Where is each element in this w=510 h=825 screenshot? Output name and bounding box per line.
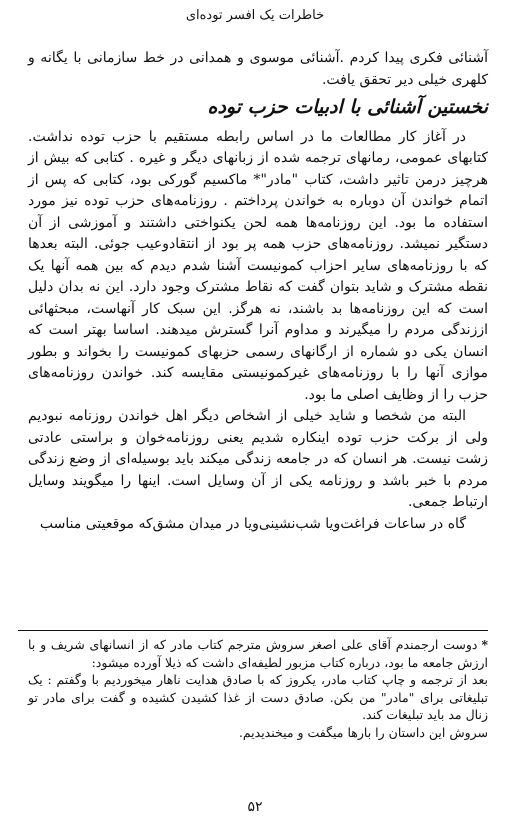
body-text (28, 48, 488, 535)
body-paragraph-1: در آغاز کار مطالعات ما در اساس رابطه مستقیم با حزب توده نداشت. کتابهای عمومی، رمانهای ترجمه شده از زبانهای دیگر و غیره . کتابی که بیش از هرچیز درمن تاثیر داشت، کتاب "مادر"* ماکسیم گورکی بود، کتابی که پس از اتمام خواندن آن دوباره به خواندن پرداختم . روزنامه‌های حزب توده نیز مورد استفاده ما بود. این روزنامه‌ها همه لحن یکنواختی داشتند و آموزشی از آن دستگیر نمیشد. روزنامه‌های حزب همه پر بود از انتقادوعیب جوئی. البته بعدها که با روزنامه‌های سایر احزاب کمونیست آشنا شدم دیدم که بین همه آنها یک نقطه مشترک و شاید بتوان گفت که نقاط مشترک وجود دارد. این نه بدان دلیل است که این روزنامه‌ها بد باشند، نه هرگز. این سبک کار آنهاست، مبحثهائی اززندگی مردم را میگیرند و مداوم آنرا گسترش میدهند. اساسا بهتر است که انسان یکی دو شماره از ارگانهای رسمی حزبهای کمونیست را بخواند و بطور موازی آنها را با روزنامه‌های غیرکمونیستی مقایسه کند. خواندن روزنامه‌های حزب را از وظایف اصلی ما بود. (28, 128, 488, 403)
footnote-divider (18, 630, 488, 631)
section-heading: نخستین آشنائی با ادبیات حزب توده (207, 96, 488, 118)
footnote-line-3: سروش این داستان را بارها میگفت و میخندیدیم. (238, 724, 488, 740)
footnote-line-1 (28, 636, 488, 671)
intro-paragraph: آشنائی فکری پیدا کردم .آشنائی موسوی و همدانی در خط سازمانی با یگانه و کلهری خیلی دیر تحقق یافت. (28, 50, 488, 88)
footnote-marker: * (481, 637, 488, 652)
running-header: خاطرات یک افسر توده‌ای (185, 8, 325, 23)
footnote-line-2: بعد از ترجمه و چاپ کتاب مادر، یکروز که با صادق هدایت ناهار میخوردیم با وگفتم : یک تبلیغاتی برای "مادر" من بکن. صادق دست از غذا کشیدن کشیده و گفت برای مادر تو زنال مد باید تبلیغات کند. (28, 672, 488, 722)
page-number: ۵۲ (247, 799, 263, 815)
body-paragraph-3: گاه در ساعات فراغت‌ویا شب‌نشینی‌ویا در میدان مشق‌که موقعیتی مناسب (39, 515, 466, 532)
body-paragraph-2: البته من شخصا و شاید خیلی از اشخاص دیگر اهل خواندن روزنامه نبودیم ولی از برکت حزب توده اینکاره شدیم یعنی روزنامه‌خوان و براستی عادتی زشت نیست. هر انسان که در جامعه زندگی میکند باید بوسیله‌ای از وضع زندگی مردم با خبر باشد و روزنامه یکی از آن وسایل است. اینها را میگویند وسایل ارتباط جمعی. (28, 408, 488, 510)
footnote-block (28, 636, 488, 741)
footnote-text-1: دوست ارجمندم آقای علی اصغر سروش مترجم کتاب مادر که از انسانهای شریف و با ارزش جامعه ما بود، درباره کتاب مزبور لطیفه‌ای داشت که ذیلا آورده میشود: (28, 637, 488, 670)
